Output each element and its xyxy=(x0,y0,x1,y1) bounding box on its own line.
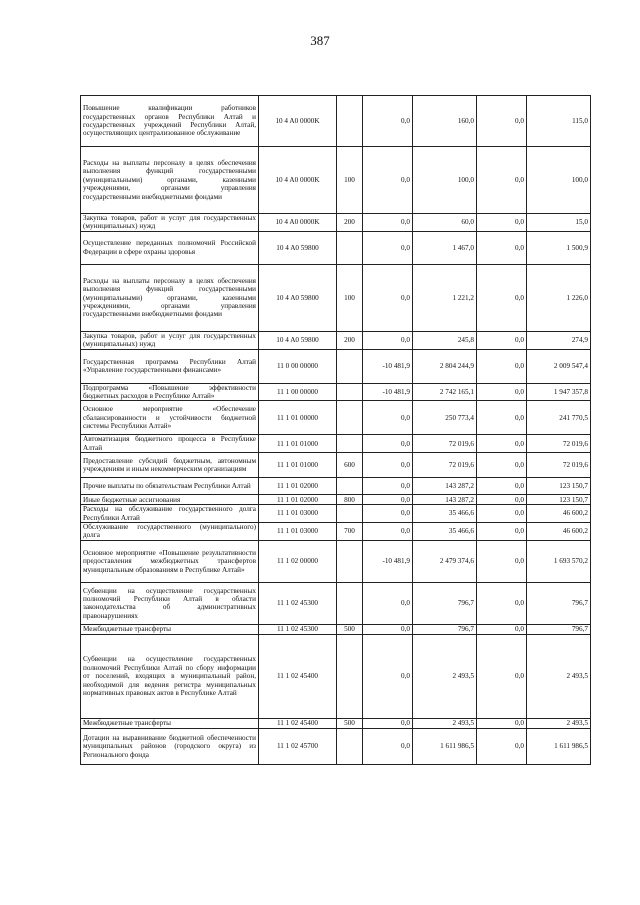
row-expense-type-cell: 100 xyxy=(337,264,363,331)
table-row xyxy=(81,214,591,232)
table-row xyxy=(81,478,591,495)
table-row xyxy=(81,634,591,718)
row-name-cell: Межбюджетные трансферты xyxy=(81,718,259,728)
row-code-cell: 11 1 01 00000 xyxy=(259,401,337,435)
row-code-cell: 11 1 01 01000 xyxy=(259,453,337,478)
row-code-cell: 11 1 01 01000 xyxy=(259,435,337,453)
table-row xyxy=(81,147,591,214)
row-code-cell: 10 4 A0 0000K xyxy=(259,96,337,147)
row-code-cell: 11 1 01 02000 xyxy=(259,478,337,495)
row-amount-next-cell: 1 500,9 xyxy=(527,231,591,264)
table-row xyxy=(81,96,591,147)
row-name-cell: Подпрограмма «Повышение эффективности бюджетных расходов в Республике Алтай» xyxy=(81,383,259,401)
row-name-cell: Расходы на обслуживание государственного долга Республики Алтай xyxy=(81,505,259,523)
row-amount-cell: 2 493,5 xyxy=(413,718,477,728)
row-change-cell: 0,0 xyxy=(363,401,413,435)
row-name-cell: Расходы на выплаты персоналу в целях обеспечения выполнения функций государственными (муниципальными) органами, казенными учреждениями, органами управления государственными внебюджетными фондами xyxy=(81,264,259,331)
table-row xyxy=(81,401,591,435)
row-change-next-cell: 0,0 xyxy=(477,495,527,505)
row-name-cell: Осуществление переданных полномочий Российской Федерации в сфере охраны здоровья xyxy=(81,231,259,264)
row-amount-next-cell: 796,7 xyxy=(527,624,591,634)
row-change-cell: 0,0 xyxy=(363,147,413,214)
row-amount-next-cell: 123 150,7 xyxy=(527,478,591,495)
row-change-next-cell: 0,0 xyxy=(477,505,527,523)
row-amount-next-cell: 2 493,5 xyxy=(527,718,591,728)
row-amount-cell: 35 466,6 xyxy=(413,523,477,541)
row-amount-next-cell: 1 947 357,8 xyxy=(527,383,591,401)
row-name-cell: Обслуживание государственного (муниципального) долга xyxy=(81,523,259,541)
row-code-cell: 10 4 A0 59800 xyxy=(259,264,337,331)
row-amount-next-cell: 1 693 570,2 xyxy=(527,540,591,582)
row-change-next-cell: 0,0 xyxy=(477,435,527,453)
row-change-cell: 0,0 xyxy=(363,634,413,718)
row-code-cell: 11 1 01 03000 xyxy=(259,523,337,541)
row-amount-next-cell: 123 150,7 xyxy=(527,495,591,505)
row-amount-next-cell: 46 600,2 xyxy=(527,505,591,523)
row-amount-cell: 1 221,2 xyxy=(413,264,477,331)
row-change-cell: 0,0 xyxy=(363,231,413,264)
row-amount-next-cell: 2 009 547,4 xyxy=(527,349,591,383)
row-expense-type-cell: 200 xyxy=(337,331,363,349)
row-amount-cell: 2 742 165,1 xyxy=(413,383,477,401)
row-change-next-cell: 0,0 xyxy=(477,383,527,401)
row-change-next-cell: 0,0 xyxy=(477,540,527,582)
row-change-cell: 0,0 xyxy=(363,453,413,478)
table-row xyxy=(81,582,591,624)
row-expense-type-cell xyxy=(337,582,363,624)
row-change-cell: -10 481,9 xyxy=(363,349,413,383)
row-change-next-cell: 0,0 xyxy=(477,634,527,718)
row-amount-next-cell: 72 019,6 xyxy=(527,435,591,453)
row-code-cell: 11 0 00 00000 xyxy=(259,349,337,383)
row-code-cell: 10 4 A0 0000K xyxy=(259,147,337,214)
row-name-cell: Межбюджетные трансферты xyxy=(81,624,259,634)
row-expense-type-cell xyxy=(337,435,363,453)
row-change-cell: 0,0 xyxy=(363,96,413,147)
row-expense-type-cell xyxy=(337,728,363,764)
row-name-cell: Повышение квалификации работников государственных органов Республики Алтай и государственных учреждений Республики Алтай, осуществляющих централизованное обслуживание xyxy=(81,96,259,147)
row-amount-cell: 1 467,0 xyxy=(413,231,477,264)
row-amount-cell: 1 611 986,5 xyxy=(413,728,477,764)
row-change-cell: -10 481,9 xyxy=(363,540,413,582)
row-expense-type-cell xyxy=(337,231,363,264)
row-change-cell: 0,0 xyxy=(363,435,413,453)
row-expense-type-cell xyxy=(337,96,363,147)
row-change-cell: 0,0 xyxy=(363,331,413,349)
row-expense-type-cell: 500 xyxy=(337,718,363,728)
page-number: 387 xyxy=(310,33,330,48)
row-code-cell: 11 1 02 00000 xyxy=(259,540,337,582)
row-change-next-cell: 0,0 xyxy=(477,718,527,728)
row-amount-next-cell: 115,0 xyxy=(527,96,591,147)
table-row xyxy=(81,383,591,401)
row-name-cell: Закупка товаров, работ и услуг для государственных (муниципальных) нужд xyxy=(81,214,259,232)
table-row xyxy=(81,523,591,541)
row-change-cell: 0,0 xyxy=(363,624,413,634)
table-row xyxy=(81,453,591,478)
row-expense-type-cell xyxy=(337,383,363,401)
row-amount-next-cell: 796,7 xyxy=(527,582,591,624)
row-name-cell: Расходы на выплаты персоналу в целях обеспечения выполнения функций государственными (муниципальными) органами, казенными учреждениями, органами управления государственными внебюджетными фондами xyxy=(81,147,259,214)
table-row xyxy=(81,349,591,383)
row-expense-type-cell xyxy=(337,349,363,383)
row-change-next-cell: 0,0 xyxy=(477,624,527,634)
table-row xyxy=(81,435,591,453)
row-amount-next-cell: 15,0 xyxy=(527,214,591,232)
row-change-cell: 0,0 xyxy=(363,495,413,505)
row-code-cell: 11 1 01 02000 xyxy=(259,495,337,505)
row-amount-next-cell: 46 600,2 xyxy=(527,523,591,541)
table-row xyxy=(81,331,591,349)
row-change-next-cell: 0,0 xyxy=(477,264,527,331)
row-change-next-cell: 0,0 xyxy=(477,523,527,541)
row-change-next-cell: 0,0 xyxy=(477,728,527,764)
row-change-next-cell: 0,0 xyxy=(477,401,527,435)
row-name-cell: Дотации на выравнивание бюджетной обеспеченности муниципальных районов (городского округа) из Регионального фонда xyxy=(81,728,259,764)
row-expense-type-cell xyxy=(337,634,363,718)
row-name-cell: Субвенции на осуществление государственных полномочий Республики Алтай в области законодательства об административных правонарушениях xyxy=(81,582,259,624)
row-change-next-cell: 0,0 xyxy=(477,147,527,214)
row-code-cell: 11 1 02 45300 xyxy=(259,582,337,624)
row-change-cell: 0,0 xyxy=(363,214,413,232)
row-code-cell: 10 4 A0 59800 xyxy=(259,231,337,264)
row-change-cell: 0,0 xyxy=(363,728,413,764)
row-change-next-cell: 0,0 xyxy=(477,478,527,495)
row-expense-type-cell: 100 xyxy=(337,147,363,214)
row-change-cell: 0,0 xyxy=(363,505,413,523)
row-change-cell: -10 481,9 xyxy=(363,383,413,401)
row-change-next-cell: 0,0 xyxy=(477,231,527,264)
row-change-next-cell: 0,0 xyxy=(477,331,527,349)
row-amount-next-cell: 1 611 986,5 xyxy=(527,728,591,764)
row-change-cell: 0,0 xyxy=(363,523,413,541)
row-name-cell: Предоставление субсидий бюджетным, автономным учреждениям и иным некоммерческим организациям xyxy=(81,453,259,478)
row-amount-cell: 143 287,2 xyxy=(413,478,477,495)
row-expense-type-cell: 800 xyxy=(337,495,363,505)
row-expense-type-cell: 200 xyxy=(337,214,363,232)
table-row xyxy=(81,264,591,331)
row-change-next-cell: 0,0 xyxy=(477,214,527,232)
row-amount-cell: 35 466,6 xyxy=(413,505,477,523)
row-change-cell: 0,0 xyxy=(363,718,413,728)
row-amount-next-cell: 100,0 xyxy=(527,147,591,214)
row-expense-type-cell: 500 xyxy=(337,624,363,634)
budget-table xyxy=(80,95,591,765)
row-amount-cell: 250 773,4 xyxy=(413,401,477,435)
row-code-cell: 11 1 02 45300 xyxy=(259,624,337,634)
row-change-cell: 0,0 xyxy=(363,582,413,624)
table-row xyxy=(81,231,591,264)
row-name-cell: Иные бюджетные ассигнования xyxy=(81,495,259,505)
row-amount-cell: 2 493,5 xyxy=(413,634,477,718)
row-change-next-cell: 0,0 xyxy=(477,96,527,147)
table-row xyxy=(81,505,591,523)
row-expense-type-cell xyxy=(337,505,363,523)
row-amount-cell: 796,7 xyxy=(413,582,477,624)
row-amount-cell: 143 287,2 xyxy=(413,495,477,505)
row-name-cell: Основное мероприятие «Обеспечение сбалансированности и устойчивости бюджетной системы Республики Алтай» xyxy=(81,401,259,435)
row-name-cell: Автоматизация бюджетного процесса в Республике Алтай xyxy=(81,435,259,453)
table-row xyxy=(81,540,591,582)
row-code-cell: 10 4 A0 59800 xyxy=(259,331,337,349)
row-amount-cell: 72 019,6 xyxy=(413,435,477,453)
row-amount-cell: 100,0 xyxy=(413,147,477,214)
row-name-cell: Государственная программа Республики Алтай «Управление государственными финансами» xyxy=(81,349,259,383)
row-name-cell: Субвенции на осуществление государственных полномочий Республики Алтай по сбору информации от поселений, входящих в муниципальный район, необходимой для ведения регистра муниципальных нормативных правовых актов в Республике Алтай xyxy=(81,634,259,718)
row-amount-cell: 60,0 xyxy=(413,214,477,232)
row-amount-next-cell: 241 770,5 xyxy=(527,401,591,435)
row-expense-type-cell: 700 xyxy=(337,523,363,541)
row-change-next-cell: 0,0 xyxy=(477,349,527,383)
row-amount-cell: 2 804 244,9 xyxy=(413,349,477,383)
row-amount-next-cell: 1 226,0 xyxy=(527,264,591,331)
table-row xyxy=(81,728,591,764)
row-amount-cell: 796,7 xyxy=(413,624,477,634)
row-code-cell: 11 1 02 45400 xyxy=(259,718,337,728)
row-code-cell: 11 1 02 45700 xyxy=(259,728,337,764)
row-code-cell: 11 1 01 03000 xyxy=(259,505,337,523)
row-name-cell: Прочие выплаты по обязательствам Республики Алтай xyxy=(81,478,259,495)
row-expense-type-cell: 600 xyxy=(337,453,363,478)
row-amount-cell: 72 019,6 xyxy=(413,453,477,478)
row-change-next-cell: 0,0 xyxy=(477,453,527,478)
row-amount-next-cell: 274,9 xyxy=(527,331,591,349)
row-code-cell: 11 1 00 00000 xyxy=(259,383,337,401)
row-amount-cell: 245,8 xyxy=(413,331,477,349)
row-amount-cell: 160,0 xyxy=(413,96,477,147)
row-change-cell: 0,0 xyxy=(363,264,413,331)
row-expense-type-cell xyxy=(337,478,363,495)
row-amount-next-cell: 72 019,6 xyxy=(527,453,591,478)
row-amount-cell: 2 479 374,6 xyxy=(413,540,477,582)
row-change-next-cell: 0,0 xyxy=(477,582,527,624)
row-expense-type-cell xyxy=(337,401,363,435)
row-expense-type-cell xyxy=(337,540,363,582)
row-change-cell: 0,0 xyxy=(363,478,413,495)
row-name-cell: Закупка товаров, работ и услуг для государственных (муниципальных) нужд xyxy=(81,331,259,349)
row-name-cell: Основное мероприятие «Повышение результативности предоставления межбюджетных трансфертов муниципальным образованиям в Республике Алтай» xyxy=(81,540,259,582)
table-row xyxy=(81,495,591,505)
table-row xyxy=(81,624,591,634)
table-row xyxy=(81,718,591,728)
row-code-cell: 10 4 A0 0000K xyxy=(259,214,337,232)
budget-table-body xyxy=(81,96,591,765)
row-amount-next-cell: 2 493,5 xyxy=(527,634,591,718)
row-code-cell: 11 1 02 45400 xyxy=(259,634,337,718)
